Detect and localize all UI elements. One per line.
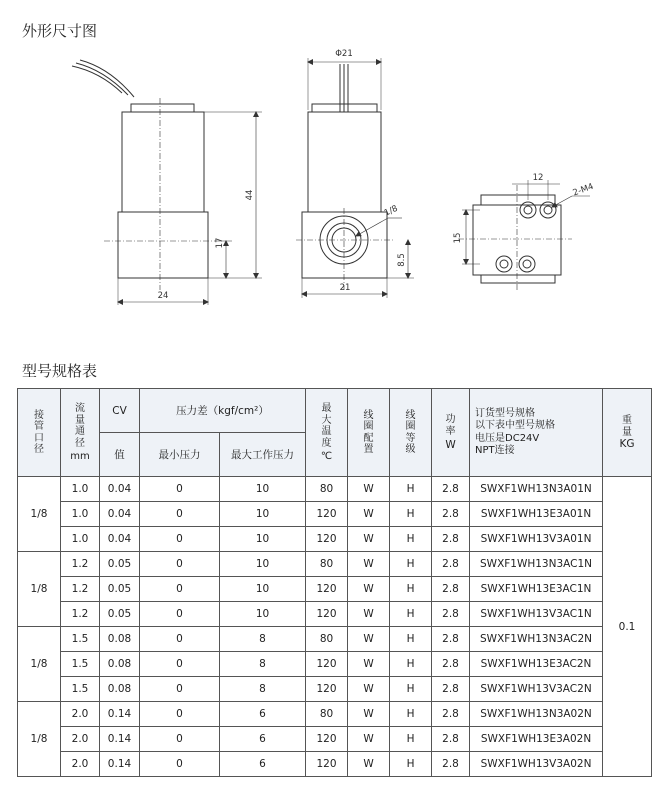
coil-grade-cell: H <box>390 652 432 677</box>
header-order-line-1: 订货型号规格 <box>475 407 536 419</box>
model-cell: SWXF1WH13V3AC2N <box>470 677 603 702</box>
cv-cell: 0.14 <box>100 727 140 752</box>
power-cell: 2.8 <box>432 702 470 727</box>
min-pressure-cell: 0 <box>140 527 220 552</box>
dim-44-label: 44 <box>245 189 255 201</box>
spec-table <box>17 388 652 777</box>
port-cell: 1/8 <box>18 477 61 552</box>
min-pressure-cell: 0 <box>140 577 220 602</box>
coil-grade-cell: H <box>390 627 432 652</box>
dim-phi21-label: Φ21 <box>335 49 353 59</box>
header-port: 接管口径 <box>18 389 61 477</box>
temp-cell: 120 <box>306 677 348 702</box>
header-cv: CV <box>100 389 140 433</box>
dim-24-label: 24 <box>157 291 169 301</box>
min-pressure-cell: 0 <box>140 652 220 677</box>
dimension-drawing <box>0 40 671 305</box>
flow-cell: 1.2 <box>61 552 100 577</box>
header-weight-unit: KG <box>619 438 635 450</box>
temp-cell: 120 <box>306 527 348 552</box>
cv-cell: 0.14 <box>100 702 140 727</box>
coil-config-cell: W <box>348 627 390 652</box>
max-pressure-cell: 8 <box>220 627 306 652</box>
max-pressure-cell: 10 <box>220 577 306 602</box>
flow-cell: 1.5 <box>61 627 100 652</box>
header-cv-2: 值 <box>100 433 140 477</box>
header-order-line-3: 电压是DC24V <box>475 432 540 444</box>
cv-cell: 0.05 <box>100 552 140 577</box>
coil-config-cell: W <box>348 752 390 777</box>
model-cell: SWXF1WH13E3AC1N <box>470 577 603 602</box>
dim-12-label: 12 <box>532 173 544 183</box>
min-pressure-cell: 0 <box>140 477 220 502</box>
power-cell: 2.8 <box>432 752 470 777</box>
coil-config-cell: W <box>348 602 390 627</box>
min-pressure-cell: 0 <box>140 752 220 777</box>
coil-config-cell: W <box>348 552 390 577</box>
model-cell: SWXF1WH13N3AC1N <box>470 552 603 577</box>
min-pressure-cell: 0 <box>140 702 220 727</box>
flow-cell: 2.0 <box>61 702 100 727</box>
coil-config-cell: W <box>348 477 390 502</box>
table-row <box>18 577 652 602</box>
coil-grade-cell: H <box>390 502 432 527</box>
header-pressure: 压力差（kgf/cm²） <box>140 389 306 433</box>
coil-grade-cell: H <box>390 577 432 602</box>
max-pressure-cell: 6 <box>220 702 306 727</box>
power-cell: 2.8 <box>432 552 470 577</box>
coil-config-cell: W <box>348 702 390 727</box>
table-row <box>18 702 652 727</box>
max-pressure-cell: 10 <box>220 477 306 502</box>
header-weight: 重量 KG <box>603 389 652 477</box>
header-temp-unit: ℃ <box>320 451 333 462</box>
temp-cell: 80 <box>306 552 348 577</box>
cv-cell: 0.08 <box>100 652 140 677</box>
coil-config-cell: W <box>348 502 390 527</box>
flow-cell: 1.5 <box>61 652 100 677</box>
flow-cell: 2.0 <box>61 752 100 777</box>
header-coil-grade: 线圈等级 <box>390 389 432 477</box>
dim-port-label: 1/8 <box>382 203 400 219</box>
flow-cell: 1.5 <box>61 677 100 702</box>
coil-config-cell: W <box>348 727 390 752</box>
dim-15-label: 15 <box>453 232 463 244</box>
temp-cell: 120 <box>306 727 348 752</box>
max-pressure-cell: 6 <box>220 752 306 777</box>
flow-cell: 1.0 <box>61 477 100 502</box>
power-cell: 2.8 <box>432 652 470 677</box>
temp-cell: 120 <box>306 602 348 627</box>
dim-m4-label: 2-M4 <box>571 181 595 199</box>
coil-grade-cell: H <box>390 677 432 702</box>
header-coil-config: 线圈配置 <box>348 389 390 477</box>
dim-85-label: 8.5 <box>397 253 407 267</box>
temp-cell: 80 <box>306 702 348 727</box>
header-power-unit: W <box>445 439 456 451</box>
cv-cell: 0.08 <box>100 627 140 652</box>
model-cell: SWXF1WH13V3A01N <box>470 527 603 552</box>
flow-cell: 1.0 <box>61 527 100 552</box>
max-pressure-cell: 6 <box>220 727 306 752</box>
min-pressure-cell: 0 <box>140 502 220 527</box>
flow-cell: 1.0 <box>61 502 100 527</box>
cv-cell: 0.14 <box>100 752 140 777</box>
cv-cell: 0.04 <box>100 477 140 502</box>
coil-config-cell: W <box>348 577 390 602</box>
table-row <box>18 677 652 702</box>
header-temp: 最大温度 ℃ <box>306 389 348 477</box>
max-pressure-cell: 10 <box>220 552 306 577</box>
model-cell: SWXF1WH13N3A02N <box>470 702 603 727</box>
temp-cell: 120 <box>306 502 348 527</box>
table-row <box>18 527 652 552</box>
cv-cell: 0.05 <box>100 602 140 627</box>
header-order <box>470 389 603 477</box>
coil-grade-cell: H <box>390 727 432 752</box>
min-pressure-cell: 0 <box>140 602 220 627</box>
max-pressure-cell: 8 <box>220 652 306 677</box>
header-flow: 流量通径 mm <box>61 389 100 477</box>
spec-heading: 型号规格表 <box>22 362 98 380</box>
header-order-line-4: NPT连接 <box>475 445 515 456</box>
port-cell: 1/8 <box>18 627 61 702</box>
model-cell: SWXF1WH13E3A02N <box>470 727 603 752</box>
header-max-pressure: 最大工作压力 <box>220 433 306 477</box>
min-pressure-cell: 0 <box>140 627 220 652</box>
dim-17-label: 17 <box>215 237 225 249</box>
coil-grade-cell: H <box>390 602 432 627</box>
table-row <box>18 627 652 652</box>
header-order-line-2: 以下表中型号规格 <box>475 420 556 431</box>
power-cell: 2.8 <box>432 602 470 627</box>
table-row <box>18 752 652 777</box>
coil-grade-cell: H <box>390 527 432 552</box>
table-row <box>18 552 652 577</box>
flow-cell: 2.0 <box>61 727 100 752</box>
model-cell: SWXF1WH13N3A01N <box>470 477 603 502</box>
power-cell: 2.8 <box>432 677 470 702</box>
port-cell: 1/8 <box>18 702 61 777</box>
flow-cell: 1.2 <box>61 602 100 627</box>
model-cell: SWXF1WH13E3A01N <box>470 502 603 527</box>
coil-grade-cell: H <box>390 702 432 727</box>
coil-grade-cell: H <box>390 752 432 777</box>
table-row <box>18 727 652 752</box>
model-cell: SWXF1WH13V3AC1N <box>470 602 603 627</box>
cv-cell: 0.04 <box>100 502 140 527</box>
coil-config-cell: W <box>348 677 390 702</box>
max-pressure-cell: 10 <box>220 527 306 552</box>
max-pressure-cell: 8 <box>220 677 306 702</box>
model-cell: SWXF1WH13N3AC2N <box>470 627 603 652</box>
max-pressure-cell: 10 <box>220 502 306 527</box>
port-cell: 1/8 <box>18 552 61 627</box>
table-row <box>18 477 652 502</box>
weight-cell: 0.1 <box>603 477 652 777</box>
temp-cell: 80 <box>306 477 348 502</box>
dim-21-label: 21 <box>339 283 351 293</box>
front-view <box>72 60 262 305</box>
table-row <box>18 602 652 627</box>
header-min-pressure: 最小压力 <box>140 433 220 477</box>
power-cell: 2.8 <box>432 627 470 652</box>
cv-cell: 0.08 <box>100 677 140 702</box>
power-cell: 2.8 <box>432 727 470 752</box>
header-flow-unit: mm <box>70 451 90 462</box>
dimension-heading: 外形尺寸图 <box>22 22 98 40</box>
temp-cell: 120 <box>306 652 348 677</box>
coil-grade-cell: H <box>390 552 432 577</box>
temp-cell: 80 <box>306 627 348 652</box>
cv-cell: 0.04 <box>100 527 140 552</box>
power-cell: 2.8 <box>432 577 470 602</box>
min-pressure-cell: 0 <box>140 727 220 752</box>
table-row <box>18 652 652 677</box>
coil-config-cell: W <box>348 652 390 677</box>
max-pressure-cell: 10 <box>220 602 306 627</box>
power-cell: 2.8 <box>432 502 470 527</box>
temp-cell: 120 <box>306 577 348 602</box>
cv-cell: 0.05 <box>100 577 140 602</box>
coil-grade-cell: H <box>390 477 432 502</box>
power-cell: 2.8 <box>432 477 470 502</box>
table-row <box>18 502 652 527</box>
power-cell: 2.8 <box>432 527 470 552</box>
model-cell: SWXF1WH13V3A02N <box>470 752 603 777</box>
header-power: 功率 W <box>432 389 470 477</box>
flow-cell: 1.2 <box>61 577 100 602</box>
temp-cell: 120 <box>306 752 348 777</box>
bottom-view <box>458 180 590 290</box>
model-cell: SWXF1WH13E3AC2N <box>470 652 603 677</box>
coil-config-cell: W <box>348 527 390 552</box>
min-pressure-cell: 0 <box>140 677 220 702</box>
min-pressure-cell: 0 <box>140 552 220 577</box>
